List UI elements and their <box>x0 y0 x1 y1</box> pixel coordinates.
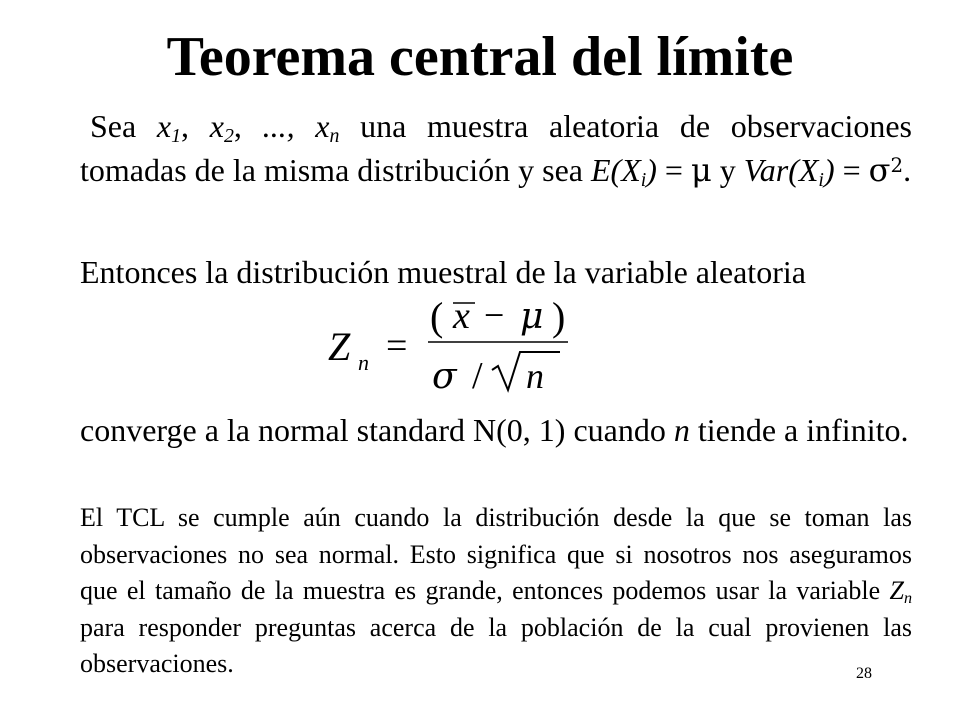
var-n: n <box>673 412 690 448</box>
formula-z: Z <box>328 324 351 369</box>
formula-open-paren: ( <box>430 294 444 339</box>
paragraph-converge: converge a la normal standard N(0, 1) cuando n tiende a infinito. <box>80 412 909 448</box>
formula-n: n <box>526 356 544 396</box>
mu-symbol: μ <box>690 151 712 189</box>
page-number: 28 <box>856 665 872 682</box>
formula-mu: μ <box>520 296 544 337</box>
formula-xbar: x <box>453 295 470 337</box>
p1-start: Sea <box>90 108 137 144</box>
expectation: $E(X_i)$ <box>591 152 657 191</box>
slide-title: Teorema central del límite <box>166 26 794 88</box>
formula-z-sub: n <box>358 350 369 375</box>
p1-middle: una muestra aleatoria de observaciones tomadas de la misma distribución y sea <box>80 108 913 188</box>
formula-sigma: σ <box>432 356 457 397</box>
formula-equals: = <box>386 325 408 367</box>
formula-close-paren: ) <box>552 294 566 339</box>
formula-slash: / <box>472 355 483 397</box>
var-zn: $Z_n$ <box>889 576 913 608</box>
sigma-squared: $\sigma^2$ <box>868 151 904 189</box>
formula-zn <box>320 290 590 400</box>
var-x1: $x_1$ <box>156 108 182 147</box>
formula-minus: − <box>484 295 505 335</box>
var-x2: $x_2$ <box>209 108 234 147</box>
paragraph-definition: Sea $x_1$, $x_2$, ..., $x_n$ una muestra aleatoria de observaciones tomadas de la misma distribución y sea $E(X_i) = \mu$ y $Var(X_i) = \sigma^2$. <box>80 108 913 191</box>
var-xn: $x_n$ <box>315 108 340 147</box>
variance: $Var(X_i)$ <box>743 152 835 191</box>
ellipsis: ..., <box>262 108 295 144</box>
paragraph-tcl: El TCL se cumple aún cuando la distribución desde la que se toman las observaciones no sea normal. Esto significa que si nosotros nos aseguramos que el tamaño de la muestra es grande, entonces podemos usar la variable $Z_n$ para responder preguntas acerca de la población de la cual provienen las observaciones. <box>80 503 913 678</box>
paragraph-then: Entonces la distribución muestral de la variable aleatoria <box>80 254 806 290</box>
